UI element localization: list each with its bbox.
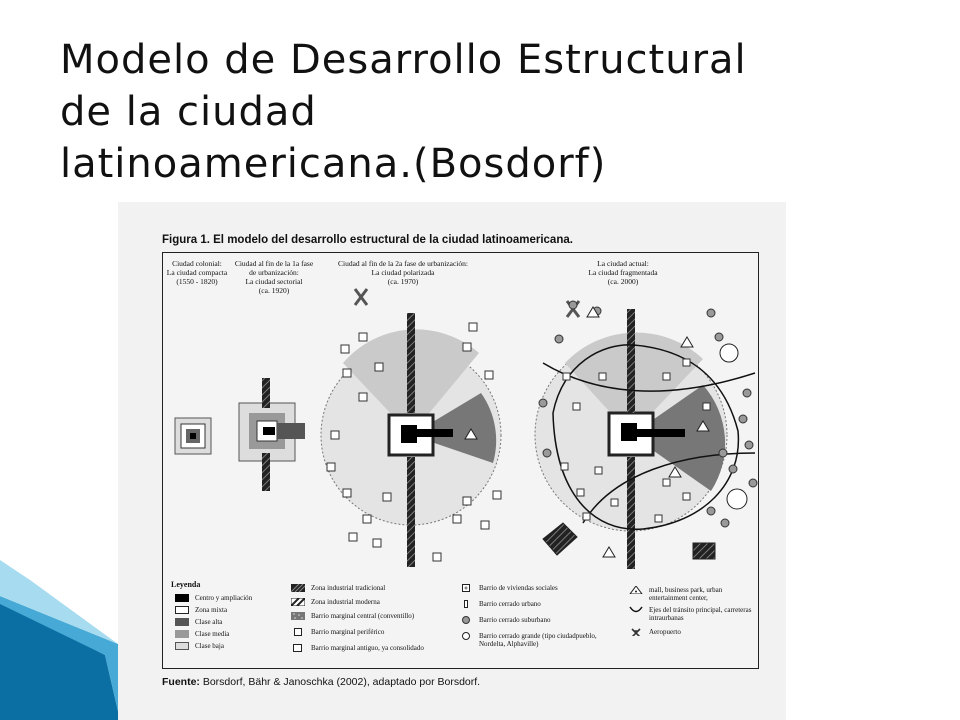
fragmentada-barrio-cerrado-grande (720, 344, 738, 362)
figure-source (162, 676, 480, 688)
square-dot-swatch (459, 584, 473, 592)
slide-title-line-3: latinoamericana.(Bosdorf) (60, 141, 607, 187)
colonial-centro (190, 433, 196, 439)
phase-label-colonial: Ciudad colonial: La ciudad compacta (1550 - 1820) (166, 259, 228, 286)
polarizada-marginal-square (359, 393, 367, 401)
fragmentada-barrio-cerrado-suburbano (745, 441, 753, 449)
figure-caption (162, 234, 573, 246)
fragmentada-industria-moderna-se (693, 543, 715, 559)
fragmentada-industria-moderna-sw (543, 523, 577, 555)
wide-hatch-swatch (291, 598, 305, 606)
bosdorf-figure (118, 202, 786, 720)
fragmentada-barrio-cerrado-suburbano (707, 507, 715, 515)
fragmentada-barrio-cerrado-suburbano (749, 479, 757, 487)
fragmentada-marginal-square (595, 467, 602, 474)
polarizada-industry-south (407, 457, 415, 567)
fragmentada-mall-triangle (603, 547, 615, 557)
light-grey-swatch (175, 642, 189, 650)
polarizada-marginal-square (463, 343, 471, 351)
fragmentada-centro (621, 423, 637, 441)
polarizada-marginal-square (341, 345, 349, 353)
fragmentada-marginal-square (663, 479, 670, 486)
sectorial-industry-south (262, 453, 270, 491)
fragmentada-barrio-cerrado-suburbano (743, 389, 751, 397)
fragmentada-barrio-cerrado-suburbano (721, 519, 729, 527)
fragmentada-marginal-square (573, 403, 580, 410)
figure-caption-label: Figura 1. (162, 234, 210, 246)
fragmentada-marginal-square (599, 373, 606, 380)
polarizada-centro (401, 425, 417, 443)
sectorial-industry-north (262, 378, 270, 408)
polarizada-marginal-square (433, 553, 441, 561)
curve-swatch (629, 606, 643, 614)
fragmentada-barrio-cerrado-suburbano (729, 465, 737, 473)
dense-hatch-swatch (291, 584, 305, 592)
dark-grey-swatch (175, 618, 189, 626)
fragmentada-industry-north (627, 309, 635, 413)
polarizada-marginal-square (359, 333, 367, 341)
polarizada-marginal-square (349, 533, 357, 541)
fragmentada-marginal-square (655, 515, 662, 522)
city-models-drawing (163, 253, 758, 577)
white-swatch (175, 606, 189, 614)
legend-title: Leyenda (171, 580, 201, 589)
fragmentada-marginal-square (583, 513, 590, 520)
phase-label-sectorial: Ciudad al fin de la 1a fase de urbanización: La ciudad sectorial (ca. 1920) (234, 259, 314, 295)
small-square-swatch (291, 628, 305, 636)
fragmentada-marginal-square (577, 489, 584, 496)
polarizada-marginal-square (363, 515, 371, 523)
fragmentada-marginal-square (703, 403, 710, 410)
phase-label-polarizada: Ciudad al fin de la 2a fase de urbanización: La ciudad polarizada (ca. 1970) (338, 259, 468, 286)
fragmentada-barrio-cerrado-suburbano (715, 333, 723, 341)
fragmentada-eje-este (637, 429, 685, 437)
polarizada-marginal-square (383, 493, 391, 501)
grey-dots-swatch (291, 612, 305, 620)
fragmentada-barrio-cerrado-suburbano (719, 449, 727, 457)
fragmentada-barrio-cerrado-suburbano (555, 335, 563, 343)
polarizada-marginal-square (469, 323, 477, 331)
large-circle-swatch (459, 632, 473, 640)
polarizada-eje-este (417, 429, 453, 437)
figure-source-label: Fuente: (162, 676, 200, 688)
square-outline-swatch (291, 644, 305, 652)
fragmentada-barrio-cerrado-suburbano (739, 415, 747, 423)
city-models-panel (162, 252, 759, 578)
fragmentada-marginal-square (683, 359, 690, 366)
polarizada-marginal-square (327, 463, 335, 471)
polarizada-marginal-square (343, 489, 351, 497)
airplane-icon (629, 628, 643, 636)
polarizada-marginal-square (493, 491, 501, 499)
fragmentada-marginal-square (611, 499, 618, 506)
figure-caption-text: El modelo del desarrollo estructural de la ciudad latinoamericana. (213, 234, 573, 246)
sectorial-clase-alta (277, 423, 305, 439)
polarizada-marginal-square (373, 539, 381, 547)
fragmentada-mall-triangle (681, 337, 693, 347)
fragmentada-barrio-cerrado-suburbano (543, 449, 551, 457)
fragmentada-barrio-cerrado-suburbano (569, 301, 577, 309)
polarizada-airport-icon (355, 289, 367, 305)
polarizada-marginal-square (331, 431, 339, 439)
fragmentada-marginal-square (561, 463, 568, 470)
fragmentada-barrio-cerrado-grande (727, 489, 747, 509)
polarizada-marginal-square (343, 369, 351, 377)
fragmentada-industry-south (627, 457, 635, 569)
solid-black-swatch (175, 594, 189, 602)
polarizada-marginal-square (485, 371, 493, 379)
polarizada-marginal-square (453, 515, 461, 523)
fragmentada-barrio-cerrado-suburbano (539, 399, 547, 407)
small-rect-swatch (459, 600, 473, 608)
sectorial-centro (263, 427, 275, 435)
mid-grey-swatch (175, 630, 189, 638)
legend-panel: Leyenda Centro y ampliación Zona mixta Clase alta Clase media Clase baja Zona industrial tradicional Zona industrial moderna Barrio marginal central (conventillo) Barrio marginal periférico Barrio marginal antiguo, ya consolidado Barrio de viviendas sociales Barrio cerrado urbano Barrio cerrado suburbano Barrio cerrado grande (tipo ciudadpueblo, Nordelta, Alphaville) mall, business park, urban entertainment center, Ejes del tránsito principal, carreteras intraurbanas Aeropuerto (162, 576, 759, 669)
figure-source-text: Borsdorf, Bähr & Janoschka (2002), adaptado por Borsdorf. (202, 676, 481, 688)
slide-title-line-1: Modelo de Desarrollo Estructural (60, 37, 747, 83)
triangle-swatch (629, 586, 643, 594)
fragmentada-marginal-square (563, 373, 570, 380)
polarizada-marginal-square (481, 521, 489, 529)
grey-circle-swatch (459, 616, 473, 624)
polarizada-industry-north (407, 313, 415, 413)
slide-title (60, 34, 920, 190)
fragmentada-barrio-cerrado-suburbano (707, 309, 715, 317)
fragmentada-marginal-square (683, 493, 690, 500)
polarizada-marginal-square (375, 363, 383, 371)
fragmentada-marginal-square (663, 373, 670, 380)
slide-title-line-2: de la ciudad (60, 89, 317, 135)
polarizada-marginal-square (463, 497, 471, 505)
phase-label-fragmentada: La ciudad actual: La ciudad fragmentada (ca. 2000) (588, 259, 658, 286)
